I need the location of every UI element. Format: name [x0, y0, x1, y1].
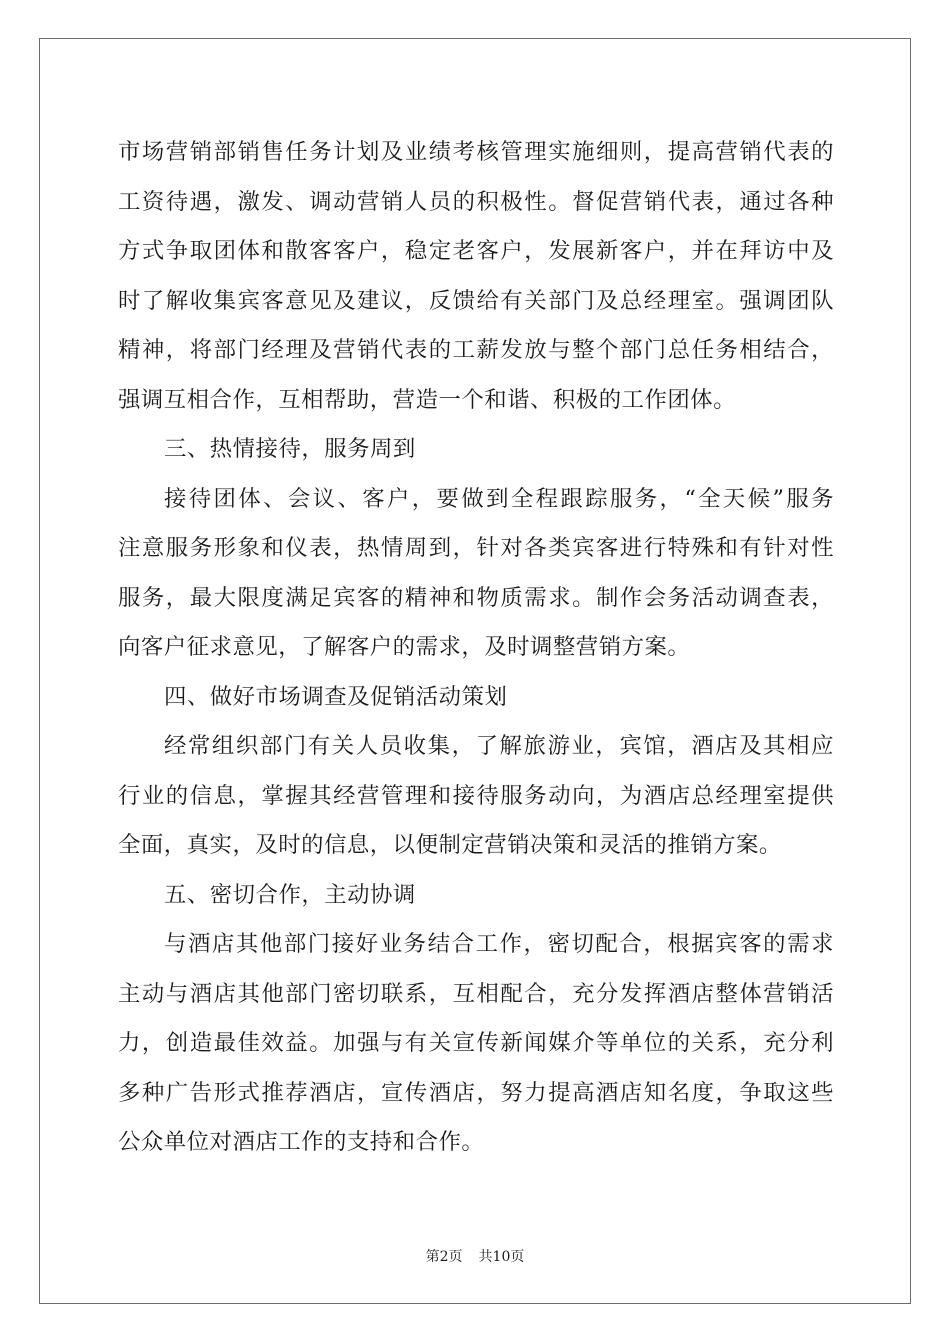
text-line: 多种广告形式推荐酒店，宣传酒店，努力提高酒店知名度，争取这些 [118, 1079, 834, 1106]
text-line: 与酒店其他部门接好业务结合工作，密切配合，根据宾客的需求 [164, 931, 834, 957]
page-footer [0, 1246, 950, 1266]
text-line: 行业的信息，掌握其经营管理和接待服务动向，为酒店总经理室提供 [118, 782, 834, 809]
text-line: 向客户征求意见，了解客户的需求，及时调整营销方案。 [118, 634, 691, 660]
page-number: 第2页 [425, 1249, 463, 1265]
text-line: 市场营销部销售任务计划及业绩考核管理实施细则，提高营销代表的 [118, 139, 834, 165]
text-line: 四、做好市场调查及促销活动策划 [164, 683, 508, 710]
text-line: 公众单位对酒店工作的支持和合作。 [118, 1129, 485, 1155]
text-line: 主动与酒店其他部门密切联系，互相配合，充分发挥酒店整体营销活 [118, 980, 834, 1007]
text-line: 三、热情接待，服务周到 [164, 436, 416, 462]
text-line: 注意服务形象和仪表，热情周到，针对各类宾客进行特殊和有针对性 [118, 535, 834, 561]
text-line: 时了解收集宾客意见及建议，反馈给有关部门及总经理室。强调团队 [118, 287, 834, 314]
text-line: 精神，将部门经理及营销代表的工薪发放与整个部门总任务相结合， [118, 337, 834, 363]
text-line: 工资待遇，激发、调动营销人员的积极性。督促营销代表，通过各种 [118, 188, 834, 215]
text-line: 力，创造最佳效益。加强与有关宣传新闻媒介等单位的关系，充分利 [118, 1030, 834, 1056]
page-total: 共10页 [478, 1249, 525, 1265]
text-line: 经常组织部门有关人员收集，了解旅游业，宾馆，酒店及其相应 [164, 733, 834, 759]
text-line: 五、密切合作，主动协调 [164, 881, 416, 908]
text-line: 全面，真实，及时的信息，以便制定营销决策和灵活的推销方案。 [118, 832, 782, 858]
text-line: 接待团体、会议、客户，要做到全程跟踪服务，“全天候”服务 [164, 485, 834, 512]
document-body [118, 128, 834, 1168]
text-line: 方式争取团体和散客客户，稳定老客户，发展新客户，并在拜访中及 [118, 238, 834, 264]
text-line: 强调互相合作，互相帮助，营造一个和谐、积极的工作团体。 [118, 386, 737, 413]
text-line: 服务，最大限度满足宾客的精神和物质需求。制作会务活动调查表， [118, 584, 834, 611]
